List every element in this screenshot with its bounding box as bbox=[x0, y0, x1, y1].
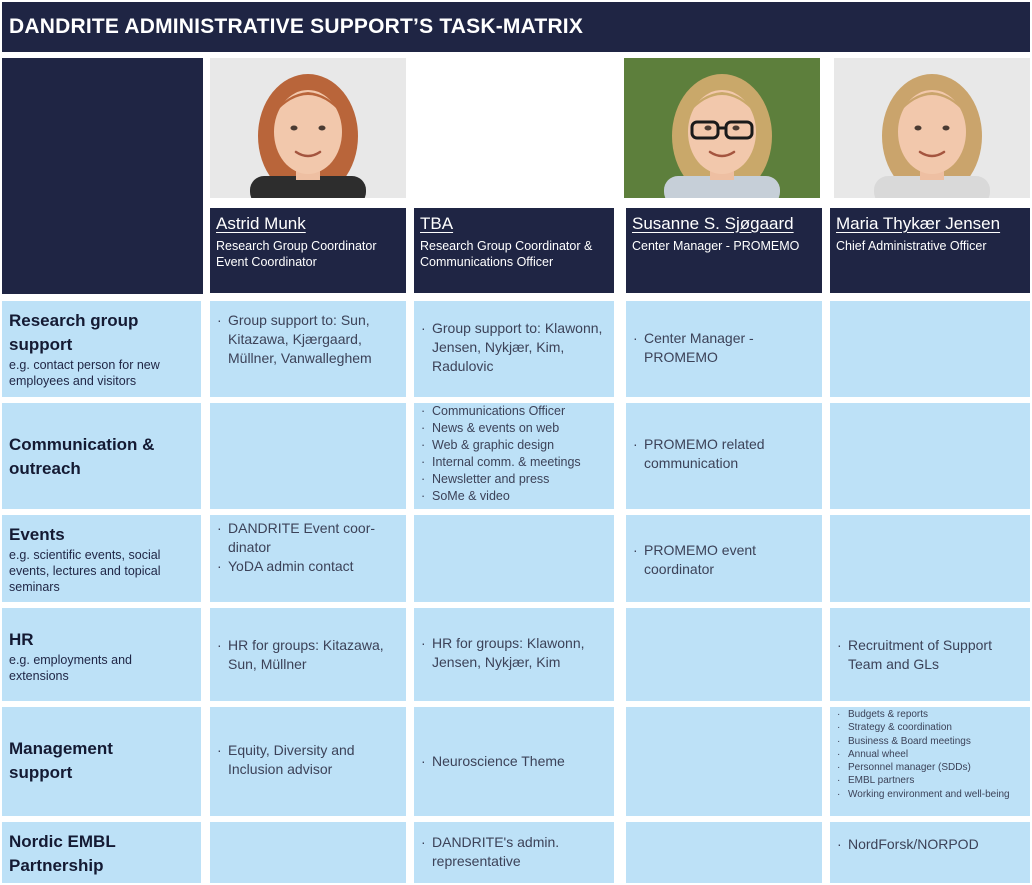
task-item: · Group support to: Klawonn, Jensen, Nykjær, Kim, Radulovic bbox=[421, 319, 610, 376]
row-title-line: Communication & bbox=[9, 435, 155, 454]
row-label bbox=[2, 515, 201, 602]
task-item: · News & events on web bbox=[421, 420, 610, 437]
task-list bbox=[421, 752, 610, 771]
row-title bbox=[9, 309, 195, 357]
task-cell bbox=[830, 301, 1030, 397]
row-label bbox=[2, 608, 201, 701]
task-item: · Group support to: Sun, Kitazawa, Kjærgaard, Müllner, Vanwalleghem bbox=[217, 311, 402, 368]
person-role-line: Event Coordinator bbox=[216, 255, 317, 269]
task-item: · Newsletter and press bbox=[421, 471, 610, 488]
task-item: · Equity, Diversity and Inclusion advisor bbox=[217, 741, 402, 779]
person-role-line: Communications Officer bbox=[420, 255, 554, 269]
portrait-photo bbox=[834, 58, 1030, 198]
row-title-line: Events bbox=[9, 525, 65, 544]
task-item: · PROMEMO event coordinator bbox=[633, 541, 818, 579]
person-role-line: Chief Administrative Officer bbox=[836, 239, 987, 253]
task-cell bbox=[830, 515, 1030, 602]
row-subtitle-line: events, lectures and topical bbox=[9, 564, 161, 578]
person-role bbox=[420, 238, 608, 270]
task-item: · NordForsk/NORPOD bbox=[837, 835, 1026, 854]
task-cell bbox=[210, 515, 406, 602]
portrait-photo bbox=[210, 58, 406, 198]
row-title-line: Research group bbox=[9, 311, 139, 330]
task-item: · DANDRITE's admin. representative bbox=[421, 833, 610, 871]
task-item: · Strategy & coordination bbox=[837, 721, 1026, 734]
row-title bbox=[9, 523, 195, 547]
task-cell bbox=[830, 707, 1030, 816]
task-item: · Business & Board meetings bbox=[837, 735, 1026, 748]
task-list bbox=[421, 833, 610, 871]
person-header bbox=[210, 208, 406, 293]
person-role-line: Center Manager - PROMEMO bbox=[632, 239, 800, 253]
task-cell bbox=[626, 608, 822, 701]
task-item: · YoDA admin contact bbox=[217, 557, 402, 576]
task-list bbox=[421, 403, 610, 505]
row-subtitle-line: e.g. scientific events, social bbox=[9, 548, 161, 562]
row-subtitle-line: extensions bbox=[9, 669, 69, 683]
page-title: DANDRITE ADMINISTRATIVE SUPPORT’S TASK-MATRIX bbox=[2, 2, 1030, 52]
task-cell bbox=[626, 403, 822, 509]
row-label bbox=[2, 403, 201, 509]
row-title-line: support bbox=[9, 335, 73, 354]
task-list bbox=[633, 541, 818, 579]
task-item: · Center Manager - PROMEMO bbox=[633, 329, 818, 367]
task-cell bbox=[414, 403, 614, 509]
task-item: · HR for groups: Kitazawa, Sun, Müllner bbox=[217, 636, 402, 674]
task-item: · EMBL partners bbox=[837, 774, 1026, 787]
row-subtitle-line: seminars bbox=[9, 580, 60, 594]
row-title bbox=[9, 628, 195, 652]
task-item: · Annual wheel bbox=[837, 748, 1026, 761]
task-cell bbox=[210, 301, 406, 397]
task-cell bbox=[414, 515, 614, 602]
row-label bbox=[2, 707, 201, 816]
person-role bbox=[216, 238, 400, 270]
row-title-line: outreach bbox=[9, 459, 81, 478]
row-title-line: support bbox=[9, 763, 73, 782]
person-role bbox=[836, 238, 1024, 254]
task-cell bbox=[830, 822, 1030, 883]
row-title bbox=[9, 830, 195, 878]
task-cell bbox=[210, 707, 406, 816]
task-cell bbox=[210, 822, 406, 883]
task-item: · Neuroscience Theme bbox=[421, 752, 610, 771]
row-title bbox=[9, 433, 195, 481]
task-list bbox=[217, 311, 402, 368]
row-title-line: Partnership bbox=[9, 856, 104, 875]
row-title-line: Nordic EMBL bbox=[9, 832, 116, 851]
person-header bbox=[626, 208, 822, 293]
task-list bbox=[217, 741, 402, 779]
task-cell bbox=[626, 707, 822, 816]
person-name[interactable]: Susanne S. Sjøgaard bbox=[632, 214, 794, 233]
task-list bbox=[633, 435, 818, 473]
task-cell bbox=[626, 515, 822, 602]
row-title-line: Management bbox=[9, 739, 113, 758]
task-item: · Internal comm. & meetings bbox=[421, 454, 610, 471]
task-list bbox=[837, 636, 1026, 674]
task-list bbox=[837, 708, 1026, 801]
task-list bbox=[421, 319, 610, 376]
task-item: · Web & graphic design bbox=[421, 437, 610, 454]
task-cell bbox=[210, 403, 406, 509]
person-role-line: Research Group Coordinator & bbox=[420, 239, 593, 253]
person-name[interactable]: Maria Thykær Jensen bbox=[836, 214, 1001, 233]
task-item: · SoMe & video bbox=[421, 488, 610, 505]
task-item: · Recruitment of Support Team and GLs bbox=[837, 636, 1026, 674]
person-role-line: Research Group Coordinator bbox=[216, 239, 377, 253]
person-header bbox=[414, 208, 614, 293]
task-list bbox=[217, 636, 402, 674]
task-item: · HR for groups: Klawonn, Jensen, Nykjær, Kim bbox=[421, 634, 610, 672]
task-list bbox=[633, 329, 818, 367]
portrait-photo bbox=[624, 58, 820, 198]
row-label bbox=[2, 822, 201, 883]
task-cell bbox=[210, 608, 406, 701]
person-name[interactable]: Astrid Munk bbox=[216, 214, 306, 233]
task-list bbox=[217, 519, 402, 576]
task-cell bbox=[414, 822, 614, 883]
task-item: · Budgets & reports bbox=[837, 708, 1026, 721]
row-subtitle bbox=[9, 652, 195, 684]
task-cell bbox=[830, 608, 1030, 701]
person-name[interactable]: TBA bbox=[420, 214, 454, 233]
task-cell bbox=[626, 301, 822, 397]
row-label bbox=[2, 301, 201, 397]
row-title-line: HR bbox=[9, 630, 34, 649]
task-cell bbox=[414, 707, 614, 816]
row-title bbox=[9, 737, 195, 785]
task-list bbox=[421, 634, 610, 672]
task-item: · Communications Officer bbox=[421, 403, 610, 420]
row-subtitle bbox=[9, 357, 195, 389]
header-corner bbox=[2, 58, 203, 294]
task-cell bbox=[414, 608, 614, 701]
task-item: · Working environment and well-being bbox=[837, 788, 1026, 801]
task-item: · PROMEMO related communication bbox=[633, 435, 818, 473]
row-subtitle-line: e.g. employments and bbox=[9, 653, 132, 667]
task-item: · Personnel manager (SDDs) bbox=[837, 761, 1026, 774]
task-list bbox=[837, 835, 1026, 854]
task-item: · DANDRITE Event coor-dinator bbox=[217, 519, 402, 557]
row-subtitle bbox=[9, 547, 195, 595]
person-header bbox=[830, 208, 1030, 293]
task-cell bbox=[830, 403, 1030, 509]
task-cell bbox=[414, 301, 614, 397]
row-subtitle-line: e.g. contact person for new bbox=[9, 358, 160, 372]
person-role bbox=[632, 238, 816, 254]
task-cell bbox=[626, 822, 822, 883]
row-subtitle-line: employees and visitors bbox=[9, 374, 137, 388]
